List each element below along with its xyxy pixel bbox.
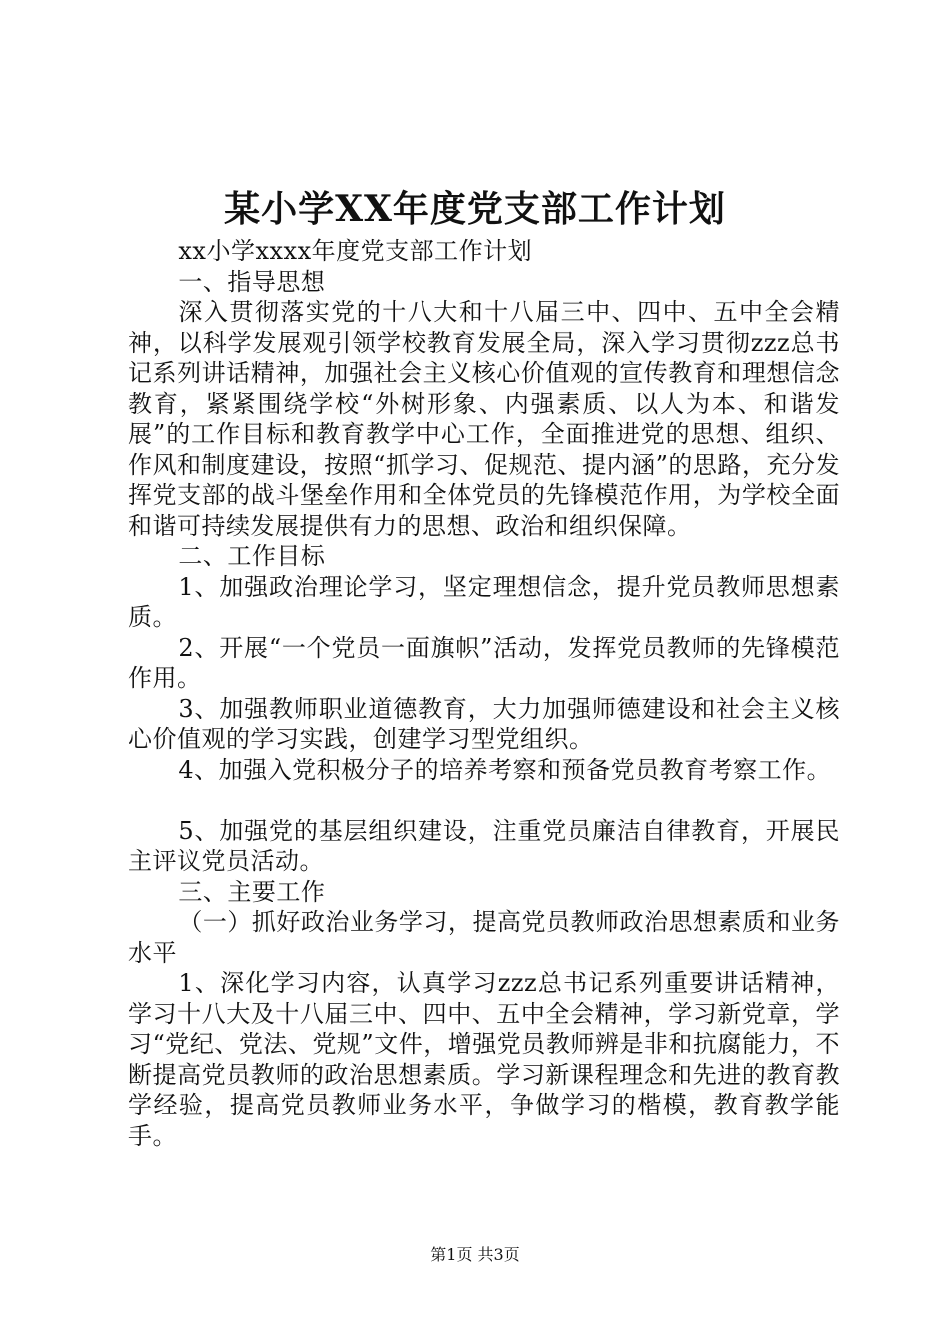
list-item: 5、加强党的基层组织建设，注重党员廉洁自律教育，开展民主评议党员活动。 bbox=[128, 816, 840, 875]
section-heading: 二、工作目标 bbox=[178, 542, 326, 570]
section-heading: 三、主要工作 bbox=[178, 877, 326, 906]
paragraph: 1、深化学习内容，认真学习zzz总书记系列重要讲话精神，学习十八大及十八届三中、四中、五中全会精神，学习新党章，学习“党纪、党法、党规”文件，增强党员教师辨是非和抗腐能力，不断提高党员教师的政治思想素质。学习新课程理念和先进的教育教学经验，提高党员教师业务水平，争做学习的楷模，教育教学能手。 bbox=[128, 969, 840, 1150]
document-title: 某小学XX年度党支部工作计划 bbox=[224, 188, 726, 230]
document-body bbox=[128, 236, 840, 1151]
list-item: 3、加强教师职业道德教育，大力加强师德建设和社会主义核心价值观的学习实践，创建学习型党组织。 bbox=[128, 694, 840, 753]
page-number: 第1页 共3页 bbox=[430, 1245, 520, 1264]
subsection-heading: （一）抓好政治业务学习，提高党员教师政治思想素质和业务水平 bbox=[128, 908, 840, 967]
list-item: 4、加强入党积极分子的培养考察和预备党员教育考察工作。 bbox=[178, 755, 832, 784]
paragraph: 深入贯彻落实党的十八大和十八届三中、四中、五中全会精神，以科学发展观引领学校教育发展全局，深入学习贯彻zzz总书记系列讲话精神，加强社会主义核心价值观的宣传教育和理想信念教育，紧紧围绕学校“外树形象、内强素质、以人为本、和谐发展”的工作目标和教育教学中心工作，全面推进党的思想、组织、作风和制度建设，按照“抓学习、促规范、提内涵”的思路，充分发挥党支部的战斗堡垒作用和全体党员的先锋模范作用，为学校全面和谐可持续发展提供有力的思想、政治和组织保障。 bbox=[128, 298, 840, 540]
list-item: 1、加强政治理论学习，坚定理想信念，提升党员教师思想素质。 bbox=[128, 572, 840, 631]
list-item: 2、开展“一个党员一面旗帜”活动，发挥党员教师的先锋模范作用。 bbox=[128, 633, 840, 692]
section-heading: 一、指导思想 bbox=[178, 267, 326, 296]
subtitle-line: xx小学xxxx年度党支部工作计划 bbox=[178, 237, 533, 265]
